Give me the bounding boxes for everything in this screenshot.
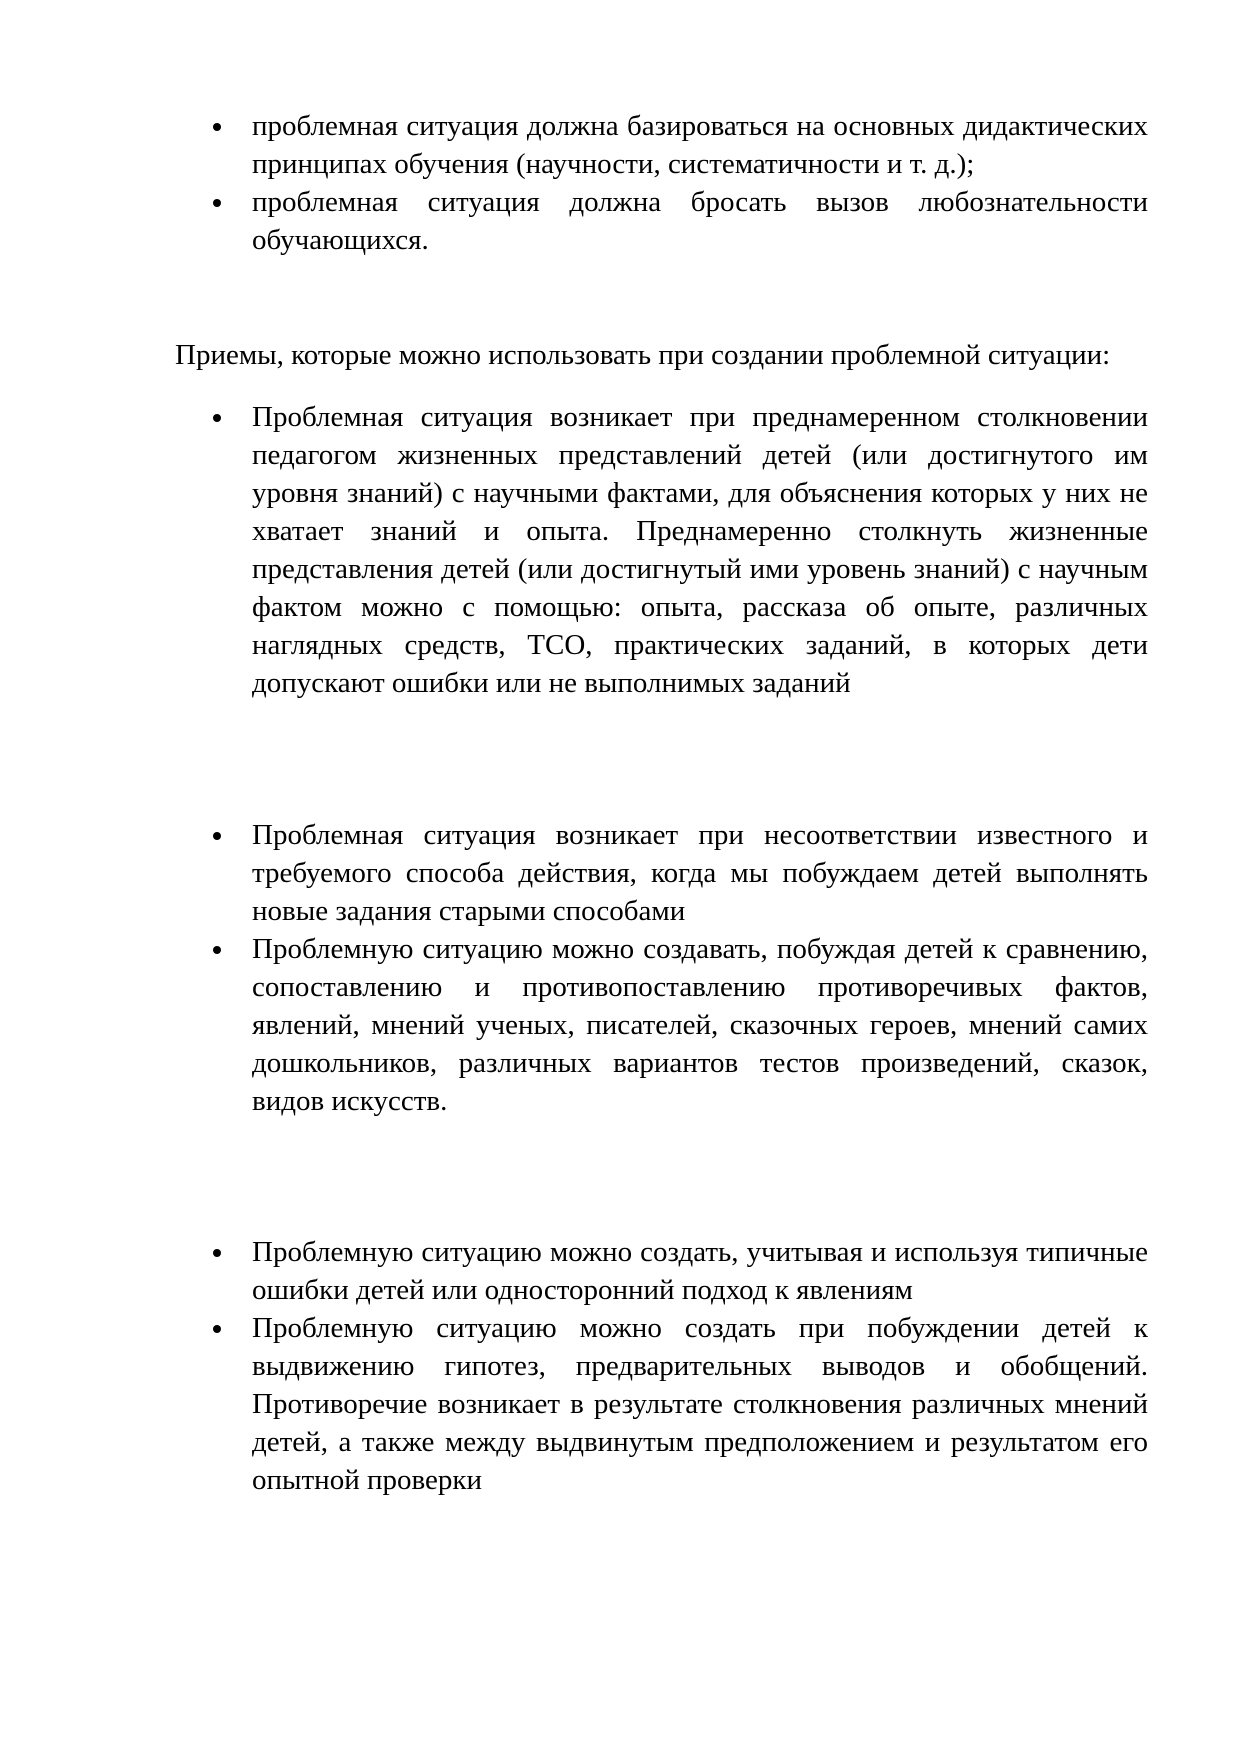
intro-paragraph-block	[175, 336, 1148, 374]
techniques-list-2	[175, 816, 1148, 1120]
bullet-icon	[213, 199, 221, 207]
list-item-text: Проблемную ситуацию можно создавать, побуждая детей к сравнению, сопоставлению и противопоставлению противоречивых фактов, явлений, мнений ученых, писателей, сказочных героев, мнений самих дошкольников, различных вариантов тестов произведений, сказок, видов искусств.	[252, 933, 1148, 1117]
list-item-text: проблемная ситуация должна базироваться на основных дидактических принципах обучения (научности, систематичности и т. д.);	[252, 110, 1148, 180]
bullet-icon	[213, 946, 221, 954]
techniques-list-3	[175, 1233, 1148, 1499]
requirements-list-block	[175, 107, 1148, 259]
bullet-icon	[213, 123, 221, 131]
list-item-text: проблемная ситуация должна бросать вызов любознательности обучающихся.	[252, 186, 1148, 256]
list-item	[175, 816, 1148, 930]
list-item	[175, 1309, 1148, 1499]
list-item-text: Проблемную ситуацию можно создать при побуждении детей к выдвижению гипотез, предварительных выводов и обобщений. Противоречие возникает в результате столкновения различных мнений детей, а также между выдвинутым предположением и результатом его опытной проверки	[252, 1312, 1148, 1496]
list-item-text: Проблемная ситуация возникает при несоответствии известного и требуемого способа действия, когда мы побуждаем детей выполнять новые задания старыми способами	[252, 819, 1148, 927]
bullet-icon	[213, 832, 221, 840]
requirements-list	[175, 107, 1148, 259]
intro-paragraph: Приемы, которые можно использовать при создании проблемной ситуации:	[175, 339, 1111, 371]
bullet-icon	[213, 414, 221, 422]
list-item-text: Проблемную ситуацию можно создать, учитывая и используя типичные ошибки детей или односторонний подход к явлениям	[252, 1236, 1148, 1306]
list-item	[175, 107, 1148, 183]
list-item	[175, 1233, 1148, 1309]
techniques-list-2-block	[175, 816, 1148, 1120]
techniques-list-1	[175, 398, 1148, 702]
bullet-icon	[213, 1249, 221, 1257]
techniques-list-3-block	[175, 1233, 1148, 1499]
list-item	[175, 398, 1148, 702]
list-item-text: Проблемная ситуация возникает при преднамеренном столкновении педагогом жизненных представлений детей (или достигнутого им уровня знаний) с научными фактами, для объяснения которых у них не хватает знаний и опыта. Преднамеренно столкнуть жизненные представления детей (или достигнутый ими уровень знаний) с научным фактом можно с помощью: опыта, рассказа об опыте, различных наглядных средств, ТСО, практических заданий, в которых дети допускают ошибки или не выполнимых заданий	[252, 401, 1148, 699]
bullet-icon	[213, 1325, 221, 1333]
techniques-list-1-block	[175, 398, 1148, 702]
list-item	[175, 930, 1148, 1120]
list-item	[175, 183, 1148, 259]
